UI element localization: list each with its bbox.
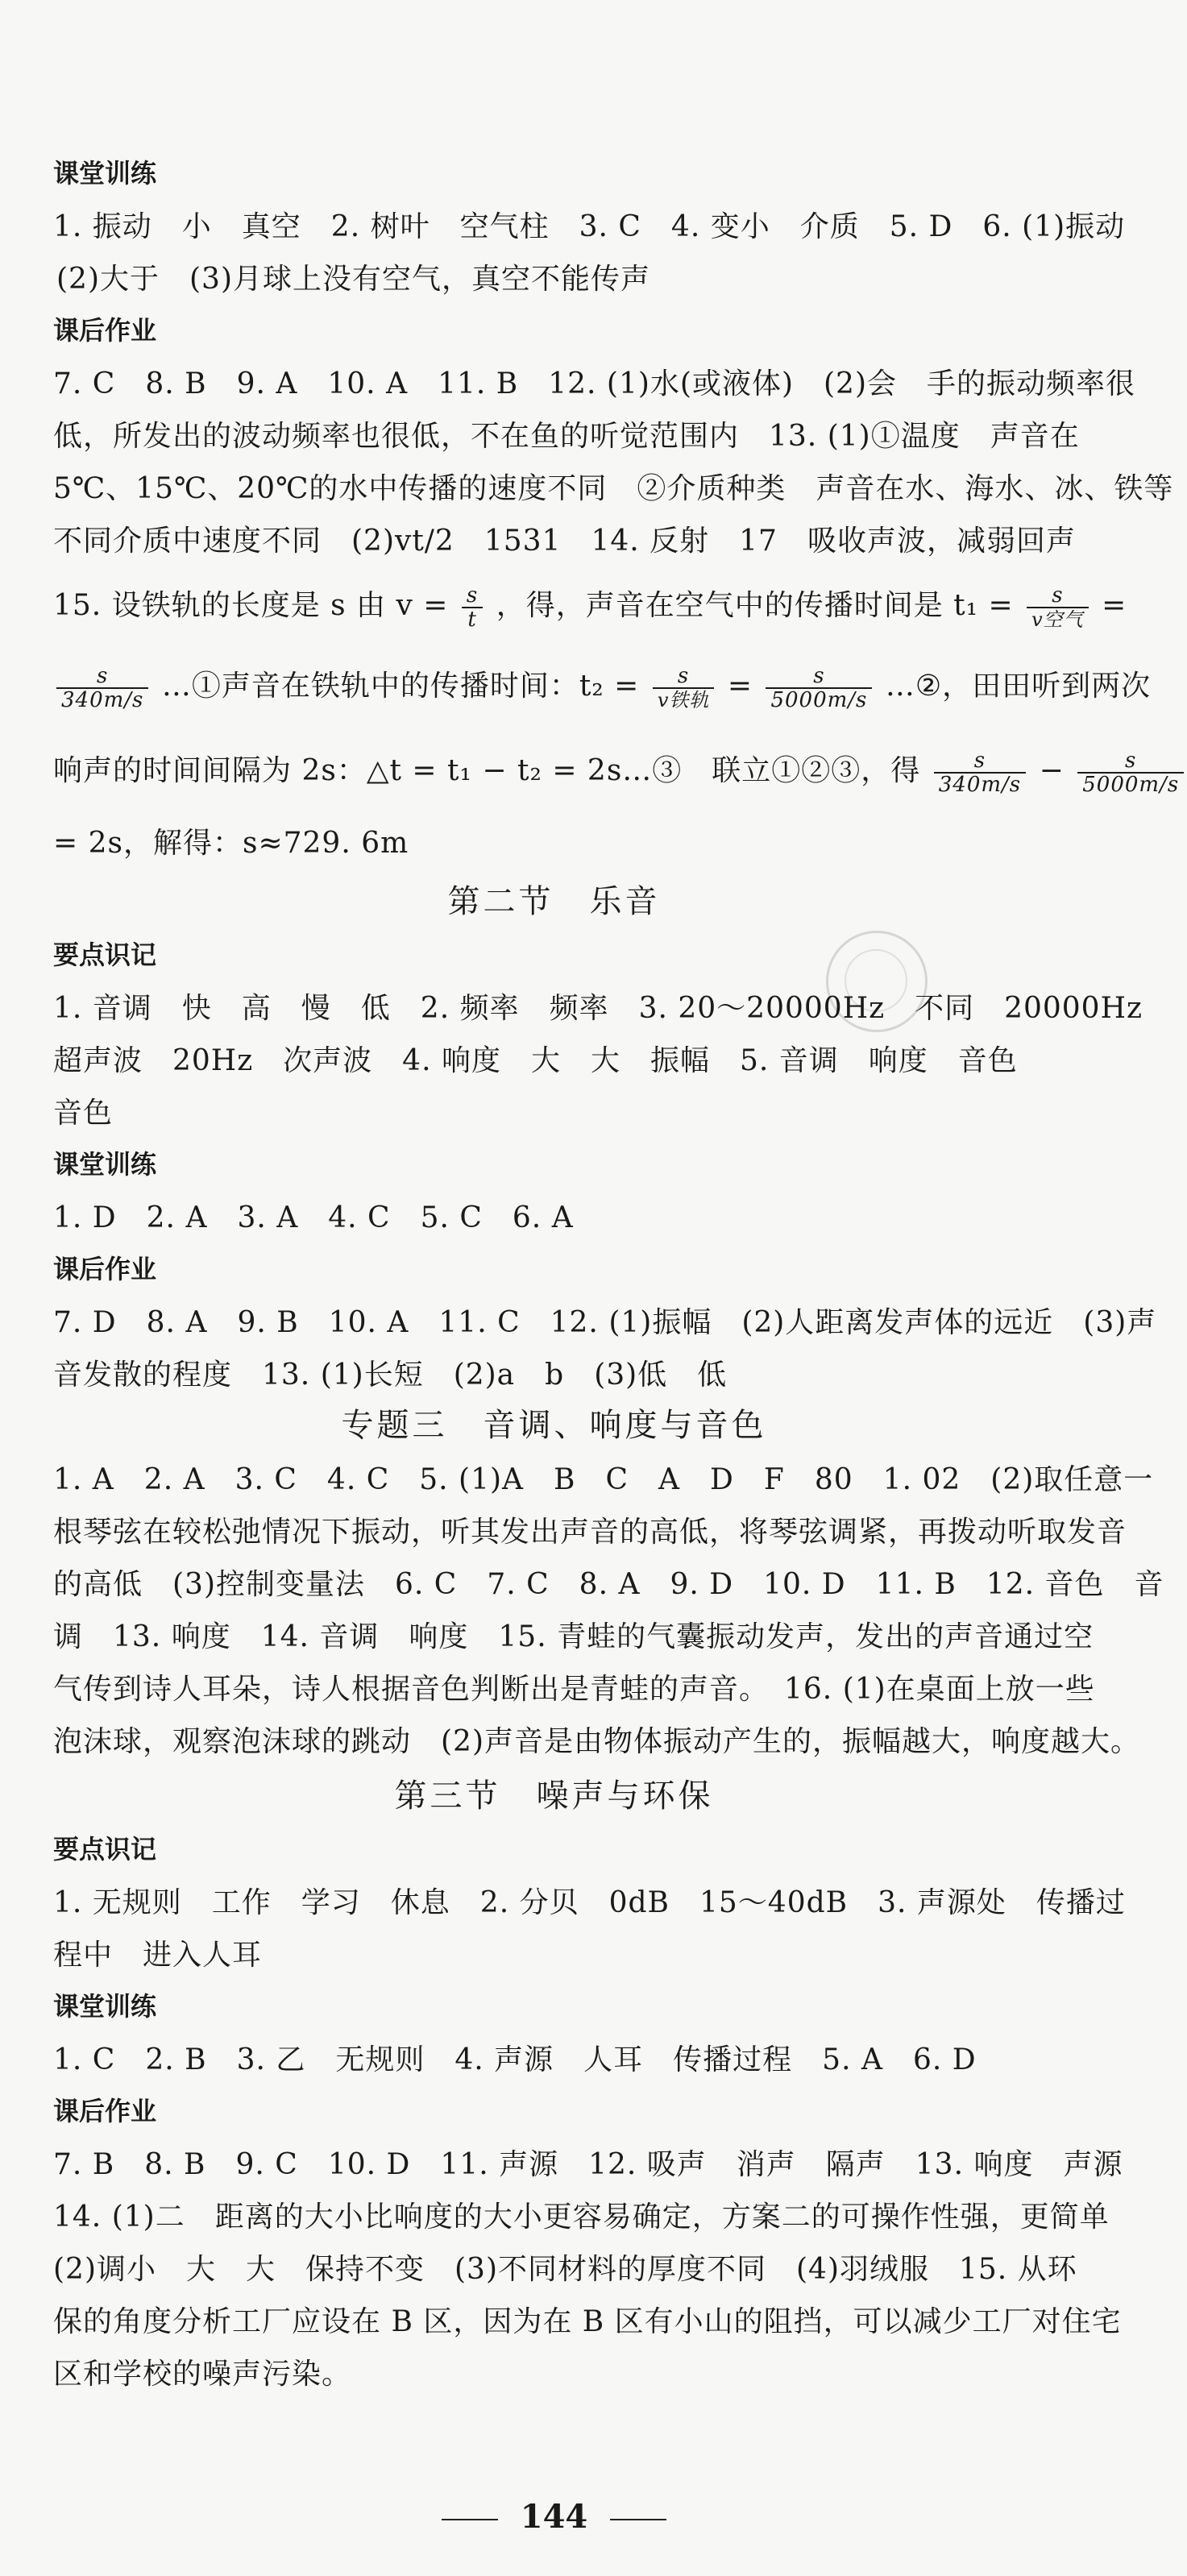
heading-ketang-1: 课堂训练 bbox=[53, 158, 157, 189]
text-line: 1. C 2. B 3. 乙 无规则 4. 声源 人耳 传播过程 5. A 6. D bbox=[53, 2043, 977, 2076]
text-line: 气传到诗人耳朵，诗人根据音色判断出是青蛙的声音。 16. (1)在桌面上放一些 bbox=[53, 1673, 1095, 1706]
formula-line-2 bbox=[53, 664, 1152, 712]
formula-text: …②，田田听到两次 bbox=[885, 670, 1152, 703]
text-line: 1. A 2. A 3. C 4. C 5. (1)A B C A D F 80 1. 02 (2)取任意一 bbox=[53, 1463, 1154, 1496]
formula-text: − bbox=[1039, 754, 1065, 787]
formula-line-3 bbox=[53, 749, 1180, 797]
fraction-s-over-5000: $\frac{s}{5000m/s}$ bbox=[766, 665, 872, 711]
text-line: 14. (1)二 距离的大小比响度的大小更容易确定，方案二的可操作性强，更简单 bbox=[53, 2201, 1110, 2234]
text-line: 的高低 (3)控制变量法 6. C 7. C 8. A 9. D 10. D 11. B 12. 音色 音 bbox=[53, 1568, 1164, 1601]
text-line: 泡沫球，观察泡沫球的跳动 (2)声音是由物体振动产生的，振幅越大，响度越大。 bbox=[53, 1725, 1140, 1758]
page-number-dash-right bbox=[610, 2519, 666, 2520]
text-line: 1. 音调 快 高 慢 低 2. 频率 频率 3. 20～20000Hz 不同 20000Hz bbox=[53, 992, 1143, 1025]
formula-text: = bbox=[727, 670, 753, 703]
text-line: 区和学校的噪声污染。 bbox=[53, 2358, 352, 2391]
fraction-s-over-v-air: $\frac{s}{\text{v空气}}$ bbox=[1027, 584, 1089, 631]
text-line: (2)大于 (3)月球上没有空气，真空不能传声 bbox=[56, 263, 650, 296]
page-number-dash-left bbox=[442, 2519, 498, 2520]
text-line: 7. C 8. B 9. A 10. A 11. B 12. (1)水(或液体) (2)会 手的振动频率很 bbox=[53, 367, 1135, 400]
text-line: (2)调小 大 大 保持不变 (3)不同材料的厚度不同 (4)羽绒服 15. 从环 bbox=[53, 2253, 1077, 2286]
formula-text: = bbox=[1102, 589, 1127, 622]
heading-kehou-3: 课后作业 bbox=[53, 2096, 157, 2126]
heading-ketang-3: 课堂训练 bbox=[53, 1991, 157, 2022]
page-number bbox=[0, 2498, 1108, 2537]
text-line: 1. D 2. A 3. A 4. C 5. C 6. A bbox=[53, 1201, 574, 1234]
text-line: 7. B 8. B 9. C 10. D 11. 声源 12. 吸声 消声 隔声 13. 响度 声源 bbox=[53, 2148, 1123, 2181]
formula-line-1 bbox=[53, 583, 1127, 632]
fraction-s-over-v-rail: $\frac{s}{\text{v铁轨}}$ bbox=[653, 665, 715, 711]
text-line: 1. 振动 小 真空 2. 树叶 空气柱 3. C 4. 变小 介质 5. D 6. (1)振动 bbox=[53, 210, 1126, 243]
text-line: 1. 无规则 工作 学习 休息 2. 分贝 0dB 15～40dB 3. 声源处 传播过 bbox=[53, 1886, 1126, 1919]
formula-text: ，得，声音在空气中的传播时间是 t₁ = bbox=[496, 589, 1014, 622]
text-line: 音色 bbox=[53, 1097, 114, 1130]
formula-text: 15. 设铁轨的长度是 s 由 v = bbox=[53, 589, 449, 622]
text-line: 低，所发出的波动频率也很低，不在鱼的听觉范围内 13. (1)①温度 声音在 bbox=[53, 420, 1080, 453]
text-line: 超声波 20Hz 次声波 4. 响度 大 大 振幅 5. 音调 响度 音色 bbox=[53, 1044, 1018, 1077]
text-line: 7. D 8. A 9. B 10. A 11. C 12. (1)振幅 (2)人距离发声体的远近 (3)声 bbox=[53, 1306, 1157, 1339]
fraction-s-over-340: $\frac{s}{340m/s}$ bbox=[56, 665, 148, 711]
fraction-s-over-5000: $\frac{s}{5000m/s}$ bbox=[1077, 749, 1184, 796]
heading-kehou-2: 课后作业 bbox=[53, 1254, 157, 1284]
text-line: 保的角度分析工厂应设在 B 区，因为在 B 区有小山的阻挡，可以减少工厂对住宅 bbox=[53, 2305, 1122, 2338]
heading-yaodian-2: 要点识记 bbox=[53, 940, 157, 970]
text-line: 调 13. 响度 14. 音调 响度 15. 青蛙的气囊振动发声，发出的声音通过空 bbox=[53, 1620, 1094, 1653]
text-line: 不同介质中速度不同 (2)vt/2 1531 14. 反射 17 吸收声波，减弱回声 bbox=[53, 525, 1076, 558]
section-title-noise: 第三节 噪声与环保 bbox=[394, 1777, 714, 1815]
section-title-topic3: 专题三 音调、响度与音色 bbox=[341, 1407, 767, 1444]
fraction-s-over-340: $\frac{s}{340m/s}$ bbox=[934, 749, 1026, 796]
text-line: 根琴弦在较松弛情况下振动，听其发出声音的高低，将琴弦调紧，再拨动听取发音 bbox=[53, 1516, 1127, 1549]
formula-text: 响声的时间间隔为 2s：△t = t₁ − t₂ = 2s…③ 联立①②③，得 bbox=[53, 754, 921, 787]
fraction-s-over-t: $\frac{s}{t}$ bbox=[462, 584, 483, 631]
formula-text: …①声音在铁轨中的传播时间：t₂ = bbox=[161, 670, 640, 703]
text-line: 程中 进入人耳 bbox=[53, 1939, 263, 1972]
heading-yaodian-3: 要点识记 bbox=[53, 1834, 157, 1865]
text-line: 5℃、15℃、20℃的水中传播的速度不同 ②介质种类 声音在水、海水、冰、铁等 bbox=[53, 472, 1174, 505]
text-line: 音发散的程度 13. (1)长短 (2)a b (3)低 低 bbox=[53, 1359, 728, 1392]
heading-ketang-2: 课堂训练 bbox=[53, 1149, 157, 1180]
section-title-yueyin: 第二节 乐音 bbox=[447, 883, 661, 920]
text-line: = 2s，解得：s≈729. 6m bbox=[53, 827, 409, 860]
page-number-value: 144 bbox=[520, 2498, 588, 2536]
heading-kehou-1: 课后作业 bbox=[53, 315, 157, 346]
